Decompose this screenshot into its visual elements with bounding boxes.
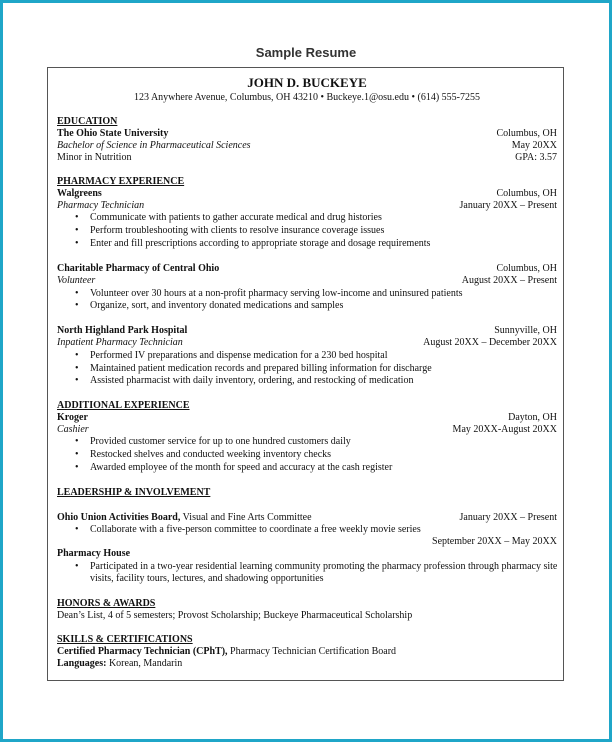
bullet-icon: • (75, 462, 79, 473)
job-location: Sunnyville, OH (494, 325, 557, 336)
bullet-icon: • (75, 350, 79, 361)
job-bullet: Maintained patient medication records and prepared billing information for discharge (90, 363, 432, 374)
bullet-icon: • (75, 363, 79, 374)
languages-label: Languages: (57, 658, 107, 669)
job-dates: August 20XX – Present (461, 275, 557, 286)
certification-board: Pharmacy Technician Certification Board (227, 646, 397, 657)
page-title: Sample Resume (255, 45, 357, 60)
bullet-icon: • (75, 238, 79, 249)
bullet-icon: • (75, 300, 79, 311)
section-heading-education: EDUCATION (57, 116, 118, 127)
leadership-org: Ohio Union Activities Board, (57, 512, 181, 523)
bullet-icon: • (75, 225, 79, 236)
minor: Minor in Nutrition (57, 152, 132, 163)
leadership-committee: Visual and Fine Arts Committee (180, 512, 312, 523)
job-bullet: Performed IV preparations and dispense medication for a 230 bed hospital (90, 350, 388, 361)
bullet-icon: • (75, 524, 79, 535)
languages-value: Korean, Mandarin (106, 658, 183, 669)
job-bullet: Perform troubleshooting with clients to resolve insurance coverage issues (90, 225, 385, 236)
contact-line: 123 Anywhere Avenue, Columbus, OH 43210 • Buckeye.1@osu.edu • (614) 555-7255 (134, 92, 480, 103)
certification-name: Certified Pharmacy Technician (CPhT), (57, 646, 228, 657)
resume-name: JOHN D. BUCKEYE (247, 75, 367, 90)
job-dates: January 20XX – Present (459, 200, 557, 211)
job-bullet: Communicate with patients to gather accurate medical and drug histories (90, 212, 382, 223)
bullet-icon: • (75, 288, 79, 299)
section-heading-additional: ADDITIONAL EXPERIENCE (57, 400, 190, 411)
job-bullet: Awarded employee of the month for speed and accuracy at the cash register (90, 462, 393, 473)
job-dates: August 20XX – December 20XX (423, 337, 557, 348)
graduation-date: May 20XX (511, 140, 557, 151)
leadership-dates: January 20XX – Present (459, 512, 557, 523)
school-location: Columbus, OH (496, 128, 557, 139)
bullet-icon: • (75, 449, 79, 460)
job-location: Columbus, OH (496, 263, 557, 274)
bullet-icon: • (75, 561, 79, 572)
leadership-dates: September 20XX – May 20XX (432, 536, 557, 547)
section-heading-skills: SKILLS & CERTIFICATIONS (57, 634, 193, 645)
leadership-org: Pharmacy House (57, 548, 131, 559)
job-org: North Highland Park Hospital (57, 325, 188, 336)
job-location: Dayton, OH (508, 412, 557, 423)
job-org: Walgreens (57, 188, 102, 199)
bullet-icon: • (75, 375, 79, 386)
job-bullet: Assisted pharmacist with daily inventory, ordering, and restocking of medication (90, 375, 414, 386)
job-title: Cashier (57, 424, 89, 435)
section-heading-pharmacy: PHARMACY EXPERIENCE (57, 176, 185, 187)
school-name: The Ohio State University (57, 128, 169, 139)
job-location: Columbus, OH (496, 188, 557, 199)
job-title: Inpatient Pharmacy Technician (57, 337, 183, 348)
gpa: GPA: 3.57 (515, 152, 557, 163)
degree: Bachelor of Science in Pharmaceutical Sciences (57, 140, 251, 151)
bullet-icon: • (75, 436, 79, 447)
leadership-bullet-continued: visits, facility tours, lectures, and shadowing opportunities (90, 573, 324, 584)
job-dates: May 20XX-August 20XX (452, 424, 557, 435)
job-org: Kroger (57, 412, 88, 423)
section-heading-honors: HONORS & AWARDS (57, 598, 156, 609)
job-bullet: Enter and fill prescriptions according to appropriate storage and dosage requirements (90, 238, 431, 249)
honors-text: Dean’s List, 4 of 5 semesters; Provost Scholarship; Buckeye Pharmaceutical Scholarship (57, 610, 413, 621)
leadership-bullet: Participated in a two-year residential learning community promoting the pharmacy profession through pharmacy site (90, 561, 558, 572)
job-bullet: Organize, sort, and inventory donated medications and samples (90, 300, 344, 311)
section-heading-leadership: LEADERSHIP & INVOLVEMENT (57, 487, 211, 498)
job-org: Charitable Pharmacy of Central Ohio (57, 263, 220, 274)
job-bullet: Restocked shelves and conducted weeking inventory checks (90, 449, 332, 460)
job-bullet: Provided customer service for up to one hundred customers daily (90, 436, 351, 447)
job-bullet: Volunteer over 30 hours at a non-profit pharmacy serving low-income and uninsured patients (90, 288, 463, 299)
bullet-icon: • (75, 212, 79, 223)
job-title: Volunteer (57, 275, 96, 286)
leadership-bullet: Collaborate with a five-person committee to coordinate a free weekly movie series (90, 524, 421, 535)
job-title: Pharmacy Technician (57, 200, 145, 211)
